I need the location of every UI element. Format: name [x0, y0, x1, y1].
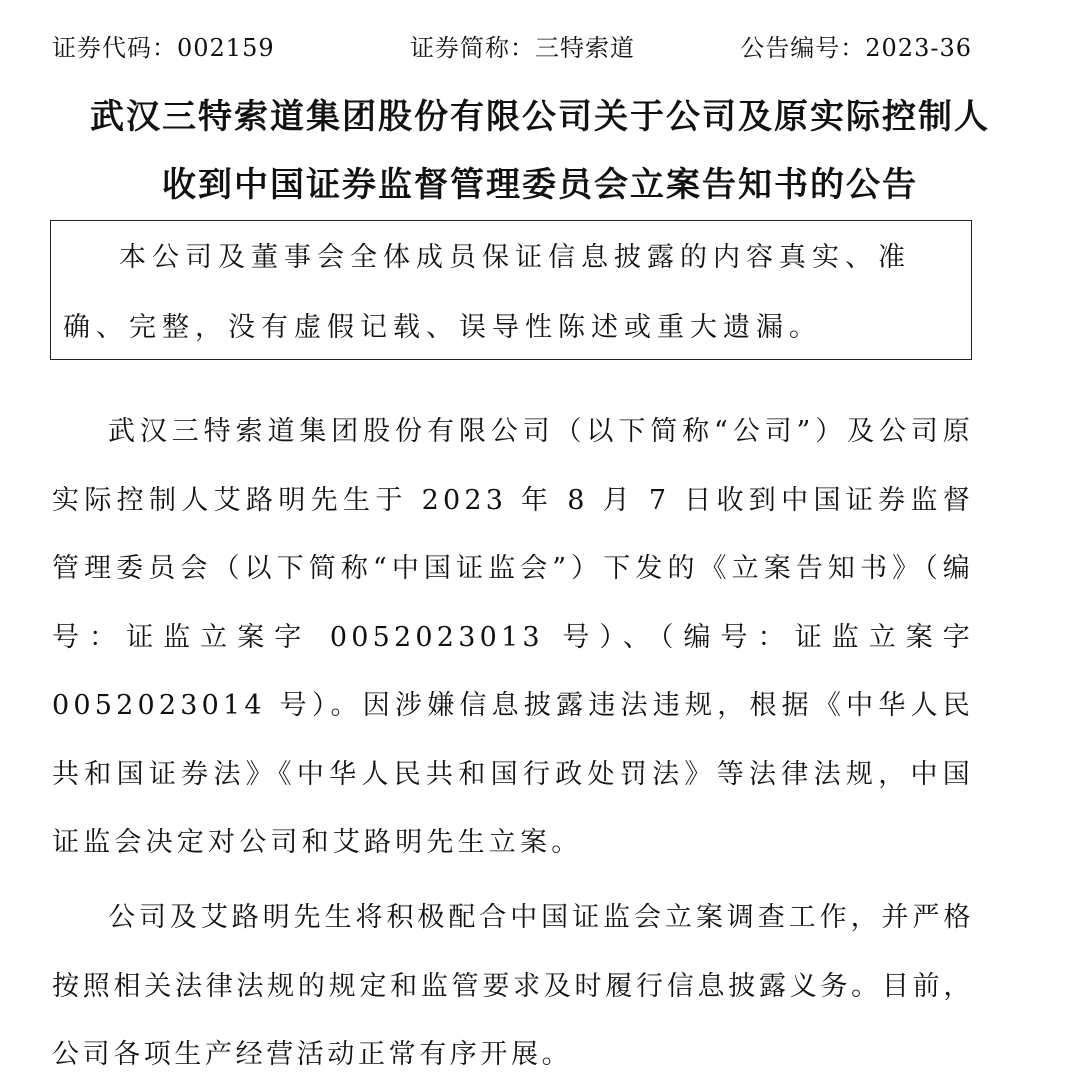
stock-code: 证券代码：002159 — [52, 34, 275, 62]
document-header — [0, 30, 1080, 66]
notice-number: 公告编号：2023-36 — [740, 34, 972, 62]
body-paragraph-2: 公司及艾路明先生将积极配合中国证监会立案调查工作，并严格按照相关法律法规的规定和监管要求及时履行信息披露义务。目前，公司各项生产经营活动正常有序开展。 — [52, 902, 974, 1070]
declaration-text: 本公司及董事会全体成员保证信息披露的内容真实、准确、完整，没有虚假记载、误导性陈述或重大遗漏。 — [63, 242, 911, 343]
declaration-box — [50, 220, 972, 360]
document-title-line-1: 武汉三特索道集团股份有限公司关于公司及原实际控制人 — [90, 97, 990, 137]
stock-short-name: 证券简称：三特索道 — [410, 34, 635, 62]
body-paragraph-1: 武汉三特索道集团股份有限公司（以下简称“公司”）及公司原实际控制人艾路明先生于 2023 年 8 月 7 日收到中国证券监督管理委员会（以下简称“中国证监会”）下发的《立案告知书》（编号：证监立案字 0052023013 号）、（编号：证监立案字 0052023014 号）。因涉嫌信息披露违法违规，根据《中华人民共和国证券法》《中华人民共和国行政处罚法》等法律法规，中国证监会决定对公司和艾路明先生立案。 — [52, 416, 974, 858]
document-title-line-2: 收到中国证券监督管理委员会立案告知书的公告 — [162, 165, 918, 205]
